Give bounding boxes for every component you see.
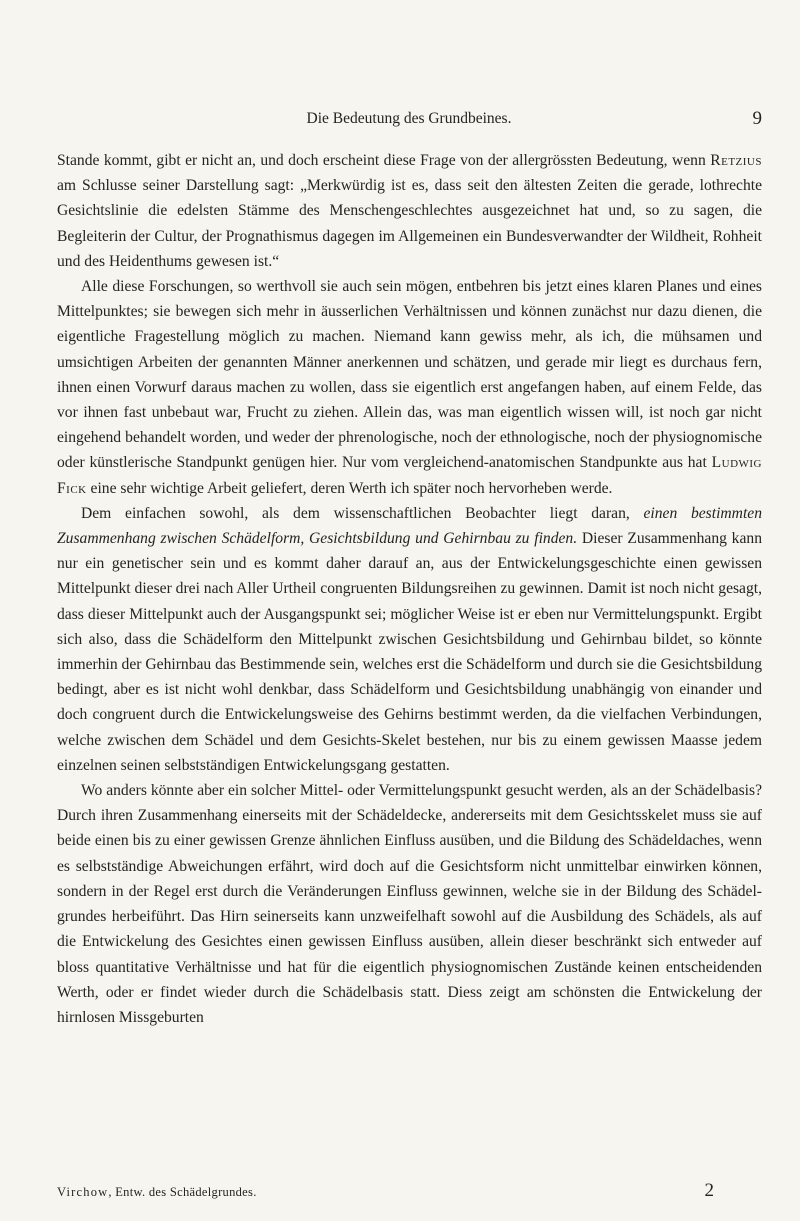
signature-mark: 2 bbox=[704, 1180, 714, 1201]
text-run: am Schlusse seiner Darstellung sagt: „Merkwürdig ist es, dass seit den ältesten Zeiten die gerade, lothrechte Gesichtslinie die edelsten Stämme des Menschengeschlechtes ausgezeichnet hat und, so zu sagen, die Begleiterin der Cultur, der Prognathismus dagegen im Allgemeinen ein Bundesverwandter der Wildheit, Rohheit und des Heidenthums gewesen ist.“ bbox=[57, 177, 762, 270]
text-run: Dem einfachen sowohl, als dem wissenschaftlichen Beobachter liegt daran, bbox=[81, 504, 644, 522]
paragraph-4 bbox=[57, 778, 762, 1030]
text-run: Stande kommt, gibt er nicht an, und doch erscheint diese Frage von der allergrössten Bedeutung, wenn bbox=[57, 152, 711, 169]
author-name-retzius: Retzius bbox=[710, 152, 762, 169]
running-head: Die Bedeutung des Grundbeines. bbox=[306, 110, 512, 127]
text-run: Wo anders könnte aber ein solcher Mittel- oder Vermittelungspunkt gesucht werden, als an der Schädelbasis? Durch ihren Zusammenhang einerseits mit der Schädeldecke, andererseits mit dem Gesichtsskelet muss sie auf beide einen bis zu einer gewissen Grenze ähnlichen Einfluss ausüben, und die Bildung des Schädeldaches, wenn es selbstständige Abweichungen erfährt, wird doch auf die Gesichtsform nicht unmittelbar einwirken können, sondern in der Regel erst durch die Veränderungen Einfluss gewinnen, welche sie in der Bildung des Schädelgrundes herbeiführt. Das Hirn seinerseits kann unzweifelhaft sowohl auf die Ausbildung des Schädels, als auf die Entwickelung des Gesichtes einen gewissen Einfluss ausüben, allein dieser beschränkt sich entweder auf bloss quantitative Verhältnisse und hat für die eigentlich physiognomischen Zustände keinen entscheidenden Werth, oder er findet wieder durch die Schädelbasis statt. Diess zeigt am schönsten die Entwickelung der hirnlosen Missgeburten bbox=[57, 782, 762, 1026]
paragraph-1 bbox=[57, 148, 762, 274]
text-run: eine sehr wichtige Arbeit geliefert, deren Werth ich später noch hervorheben werde. bbox=[86, 479, 613, 497]
text-run: Dieser Zusammenhang kann nur ein genetischer sein und es kommt daher darauf an, aus der Entwickelungsgeschichte einen gewissen Mittelpunkt dieser drei nach Aller Urtheil congruenten Bildungsreihen zu gewinnen. Damit ist noch nicht gesagt, dass dieser Mittelpunkt auch der Ausgangspunkt sei; möglicher Weise ist er eben nur Vermittelungspunkt. Ergibt sich also, dass die Schädelform den Mittelpunkt zwischen Gesichtsbildung und Gehirnbau bildet, so könnte immerhin der Gehirnbau das Bestimmende sein, welches erst die Schädelform und durch sie die Gesichtsbildung bedingt, aber es ist nicht wohl denkbar, dass Schädelform und Gesichtsbildung unabhängig von einander und doch congruent durch die Entwickelungsweise des Gehirns bestimmt werden, da die vielfachen Verbindungen, welche zwischen dem Schädel und dem Gesichts-Skelet bestehen, nur bis zu einem gewissen Maasse jedem einzelnen seinen selbstständigen Entwickelungsgang gestatten. bbox=[57, 530, 763, 774]
page-number: 9 bbox=[752, 108, 762, 129]
page-header bbox=[56, 110, 762, 132]
footer-title: , Entw. des Schädelgrundes. bbox=[108, 1185, 257, 1199]
footer-author: Virchow bbox=[57, 1185, 109, 1199]
body-text bbox=[57, 148, 762, 1030]
paragraph-2 bbox=[57, 274, 762, 501]
page-footer bbox=[57, 1180, 762, 1203]
author-name-ludwig-fick: Ludwig Fick bbox=[57, 454, 762, 497]
emphasis-thesis: einen bestimmten Zusammenhang zwischen Schädelform, Gesichtsbildung und Gehirnbau zu finden. bbox=[57, 504, 762, 548]
footer-signature bbox=[57, 1185, 257, 1200]
paragraph-3 bbox=[57, 501, 762, 778]
text-run: Alle diese Forschungen, so werthvoll sie auch sein mögen, entbehren bis jetzt eines klaren Planes und eines Mittelpunktes; sie bewegen sich mehr in äusserlichen Verhältnissen und können zunächst nur dazu dienen, die eigentliche Fragestellung möglich zu machen. Niemand kann gewiss mehr, als ich, die mühsamen und umsichtigen Arbeiten der genannten Männer anerkennen und schätzen, und gerade mir liegt es durchaus fern, ihnen einen Vorwurf daraus machen zu wollen, dass sie eigentlich erst angefangen haben, auf einem Felde, das vor ihnen fast unbebaut war, Frucht zu ziehen. Allein das, was man eigentlich wissen will, ist noch gar nicht eingehend behandelt worden, und weder der phrenologische, noch der ethnologische, noch der physiognomische oder künstlerische Standpunkt genügen hier. Nur vom vergleichend-anatomischen Standpunkte aus hat bbox=[57, 278, 762, 472]
